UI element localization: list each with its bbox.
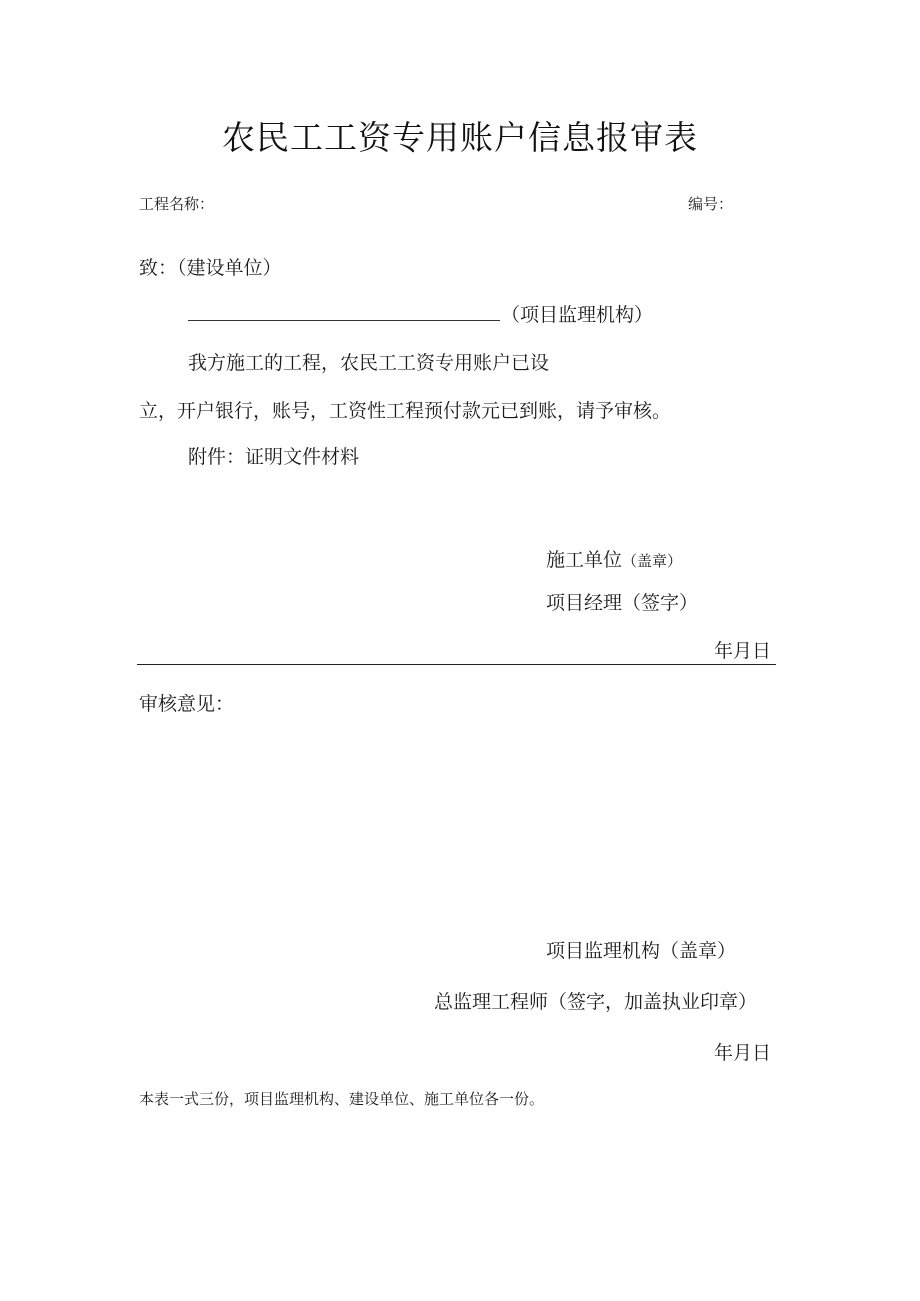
- constructor-seal-line: [546, 545, 682, 572]
- attachment-line: 附件：证明文件材料: [188, 446, 360, 468]
- manager-signature-line: 项目经理（签字）: [546, 592, 699, 614]
- constructor-seal-note: （盖章）: [622, 552, 683, 570]
- body-paragraph-line1: 我方施工的工程，农民工工资专用账户已设: [188, 352, 550, 374]
- project-name-label: 工程名称：: [139, 195, 215, 213]
- applicant-date: 年月日: [714, 640, 772, 662]
- page-title: 农民工工资专用账户信息报审表: [222, 118, 698, 157]
- constructor-label: 施工单位: [546, 549, 623, 571]
- review-org-seal-line: 项目监理机构（盖章）: [546, 940, 737, 962]
- section-divider: [137, 664, 776, 665]
- chief-engineer-signature-line: 总监理工程师（签字，加盖执业印章）: [434, 991, 758, 1013]
- body-paragraph-line2: 立，开户银行，账号，工资性工程预付款元已到账，请予审核。: [139, 400, 672, 422]
- supervision-org-label: （项目监理机构）: [501, 304, 654, 326]
- number-label: 编号：: [688, 195, 734, 213]
- supervision-org-blank[interactable]: [188, 320, 500, 321]
- addressee-line: 致：（建设单位）: [139, 257, 282, 279]
- review-date: 年月日: [714, 1042, 772, 1064]
- review-opinion-label: 审核意见：: [139, 693, 235, 715]
- footer-note: 本表一式三份，项目监理机构、建设单位、施工单位各一份。: [139, 1090, 545, 1108]
